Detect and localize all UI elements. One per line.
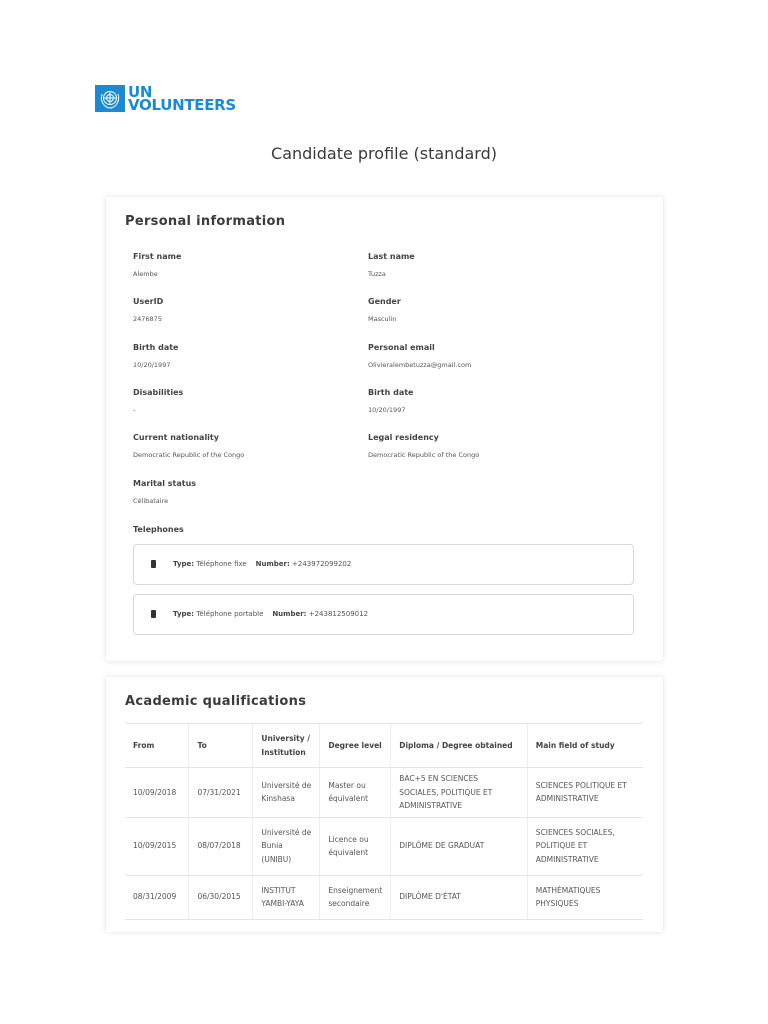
column-header-from: From [125,724,189,768]
telephone-entry [133,544,634,585]
phone-icon [151,610,156,618]
un-volunteers-logo [95,82,236,114]
telephones-label: Telephones [133,525,184,534]
field-label: Last name [368,252,415,261]
telephone-number: +243972099202 [292,560,352,568]
table-row [125,817,643,875]
field-value: 10/20/1997 [133,361,171,369]
column-header-university: University / Institution [253,724,320,768]
gender-field [368,297,401,323]
field-value: Democratic Republic of the Congo [368,451,480,459]
table-header-row [125,724,643,768]
field-label: Legal residency [368,433,439,442]
table-cell: INSTITUT YAMBI-YAYA [253,875,320,919]
table-cell: 07/31/2021 [189,768,253,818]
field-value: Alembe [133,270,158,278]
telephone-text: Type: Téléphone portable Number: +243812509012 [173,610,369,618]
field-label: UserID [133,297,164,306]
table-cell: Université de Bunia (UNIBU) [253,817,320,875]
table-cell: 06/30/2015 [189,875,253,919]
table-cell: 08/07/2018 [189,817,253,875]
telephone-number: +243812509012 [308,610,369,618]
field-value: 10/20/1997 [368,406,406,414]
table-row [125,768,643,818]
table-cell: 10/09/2018 [125,768,189,818]
un-emblem-icon [95,85,125,112]
academic-qualifications-card [106,677,663,932]
column-header-to: To [189,724,253,768]
table-cell: Master ou équivalent [320,768,391,818]
field-label: Personal email [368,343,435,352]
first-name-field [133,252,181,278]
telephone-text: Type: Téléphone fixe Number: +243972099202 [173,560,352,568]
last-name-field [368,252,415,278]
table-cell: Université de Kinshasa [253,768,320,818]
personal-information-heading: Personal information [125,214,286,229]
field-value: Tuzza [368,270,386,278]
field-label: Disabilities [133,388,184,397]
table-cell: Licence ou équivalent [320,817,391,875]
field-value: Olivieralembetuzza@gmail.com [368,361,472,369]
academic-qualifications-table [125,723,643,920]
field-value: 2476875 [133,315,162,323]
telephone-type: Téléphone portable [196,610,264,618]
table-cell: 08/31/2009 [125,875,189,919]
personal-email-field [368,343,471,369]
page-title: Candidate profile (standard) [271,144,497,163]
birth-date-field [133,343,178,369]
field-value: Masculin [368,315,397,323]
table-cell: MATHÉMATIQUES PHYSIQUES [527,875,643,919]
table-cell: DIPLÔME D'ÉTAT [391,875,528,919]
column-header-diploma: Diploma / Degree obtained [391,724,528,768]
table-cell: 10/09/2015 [125,817,189,875]
academic-qualifications-heading: Academic qualifications [125,694,307,709]
marital-status-field [133,479,196,505]
table-cell: BAC+5 EN SCIENCES SOCIALES, POLITIQUE ET ADMINISTRATIVE [391,768,528,818]
logo-text-volunteers: VOLUNTEERS [128,95,236,114]
personal-information-card [106,197,663,661]
logo-text-un: UN [128,82,153,101]
current-nationality-field [133,433,244,459]
telephone-entry [133,594,634,635]
field-value: Célibataire [133,497,169,505]
field-value: - [133,406,136,414]
userid-field [133,297,163,323]
field-label: Current nationality [133,433,219,442]
table-cell: Enseignement secondaire [320,875,391,919]
column-header-field-of-study: Main field of study [527,724,643,768]
field-label: Birth date [133,343,179,352]
table-row [125,875,643,919]
field-label: Gender [368,297,401,306]
field-label: First name [133,252,182,261]
column-header-degree-level: Degree level [320,724,391,768]
legal-residency-field [368,433,479,459]
field-value: Democratic Republic of the Congo [133,451,245,459]
table-cell: SCIENCES SOCIALES, POLITIQUE ET ADMINISTRATIVE [527,817,643,875]
telephone-type: Téléphone fixe [196,560,247,568]
field-label: Marital status [133,479,197,488]
phone-icon [151,560,156,568]
table-cell: DIPLÔME DE GRADUAT [391,817,528,875]
field-label: Birth date [368,388,414,397]
disabilities-field [133,388,183,414]
table-cell: SCIENCES POLITIQUE ET ADMINISTRATIVE [527,768,643,818]
birth-date-field-2 [368,388,413,414]
